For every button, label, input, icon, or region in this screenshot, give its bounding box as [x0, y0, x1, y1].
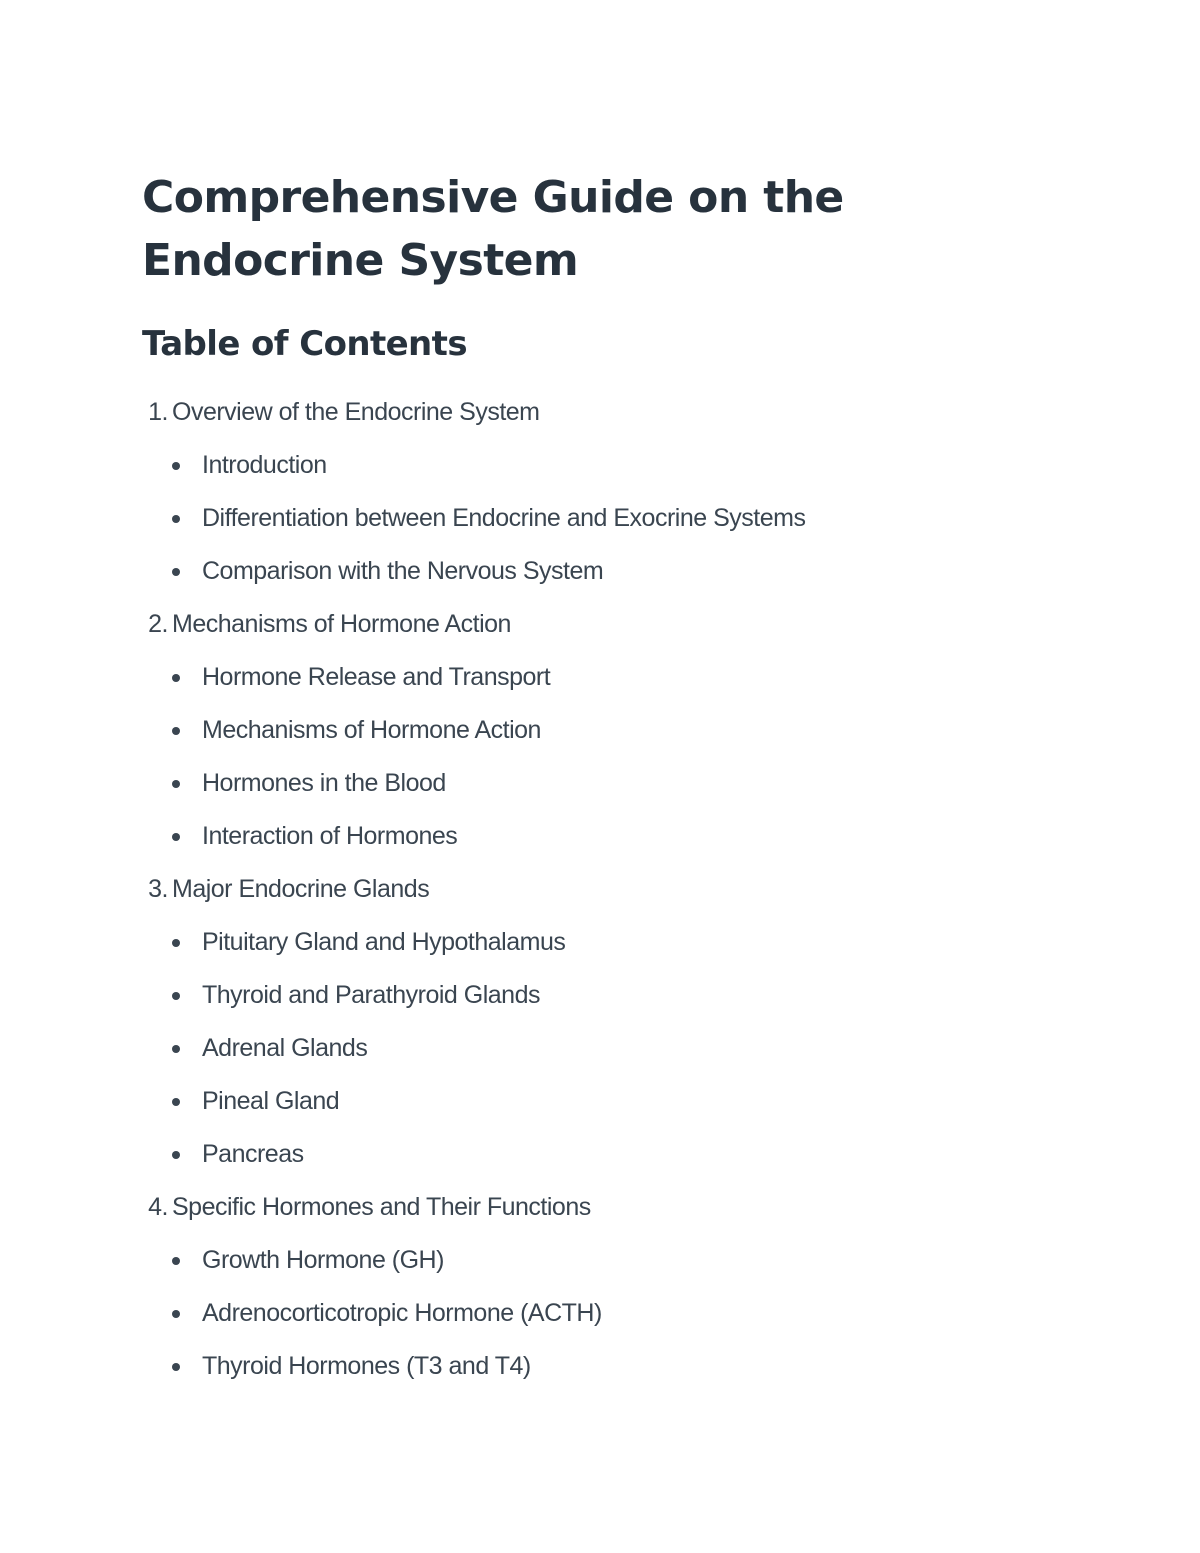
- toc-subsection-item: Pineal Gland: [172, 1075, 1082, 1128]
- toc-section-title: [148, 863, 1082, 916]
- bullet-icon: [172, 992, 180, 1000]
- toc-section-title: [148, 386, 1082, 439]
- toc-section: [142, 386, 1082, 598]
- bullet-icon: [172, 515, 180, 523]
- toc-section: [142, 1181, 1082, 1393]
- section-number: 1.: [148, 398, 168, 426]
- bullet-icon: [172, 1151, 180, 1159]
- toc-subsection-item: Introduction: [172, 439, 1082, 492]
- section-label: Mechanisms of Hormone Action: [172, 610, 511, 638]
- toc-heading: Table of Contents: [142, 324, 467, 364]
- toc-subsection-item: Differentiation between Endocrine and Exocrine Systems: [172, 492, 1082, 545]
- section-label: Overview of the Endocrine System: [172, 398, 540, 426]
- bullet-icon: [172, 1045, 180, 1053]
- bullet-icon: [172, 674, 180, 682]
- toc-section-title: [148, 598, 1082, 651]
- toc-subsection-item: Pancreas: [172, 1128, 1082, 1181]
- toc-section: [142, 863, 1082, 1181]
- bullet-icon: [172, 939, 180, 947]
- toc-subsection-item: Mechanisms of Hormone Action: [172, 704, 1082, 757]
- bullet-icon: [172, 568, 180, 576]
- toc-subsection-list: [172, 651, 1082, 863]
- bullet-icon: [172, 1098, 180, 1106]
- toc-subsection-item: Adrenocorticotropic Hormone (ACTH): [172, 1287, 1082, 1340]
- toc-subsection-item: Thyroid and Parathyroid Glands: [172, 969, 1082, 1022]
- toc-subsection-item: Pituitary Gland and Hypothalamus: [172, 916, 1082, 969]
- toc-subsection-item: Hormones in the Blood: [172, 757, 1082, 810]
- bullet-icon: [172, 833, 180, 841]
- bullet-icon: [172, 462, 180, 470]
- section-number: 4.: [148, 1193, 168, 1221]
- toc-subsection-item: Adrenal Glands: [172, 1022, 1082, 1075]
- toc-subsection-list: [172, 916, 1082, 1181]
- toc-subsection-item: Growth Hormone (GH): [172, 1234, 1082, 1287]
- toc-subsection-item: Comparison with the Nervous System: [172, 545, 1082, 598]
- bullet-icon: [172, 1363, 180, 1371]
- section-number: 3.: [148, 875, 168, 903]
- toc-subsection-list: [172, 1234, 1082, 1393]
- bullet-icon: [172, 1310, 180, 1318]
- section-label: Specific Hormones and Their Functions: [172, 1193, 591, 1221]
- toc-section: [142, 598, 1082, 863]
- section-label: Major Endocrine Glands: [172, 875, 430, 903]
- toc-subsection-item: Thyroid Hormones (T3 and T4): [172, 1340, 1082, 1393]
- section-number: 2.: [148, 610, 168, 638]
- toc-subsection-list: [172, 439, 1082, 598]
- table-of-contents: [142, 386, 1082, 1393]
- bullet-icon: [172, 1257, 180, 1265]
- document-page: [142, 166, 1082, 1393]
- document-title: Comprehensive Guide on the Endocrine System: [142, 172, 844, 286]
- toc-subsection-item: Hormone Release and Transport: [172, 651, 1082, 704]
- toc-section-title: [148, 1181, 1082, 1234]
- toc-subsection-item: Interaction of Hormones: [172, 810, 1082, 863]
- bullet-icon: [172, 780, 180, 788]
- bullet-icon: [172, 727, 180, 735]
